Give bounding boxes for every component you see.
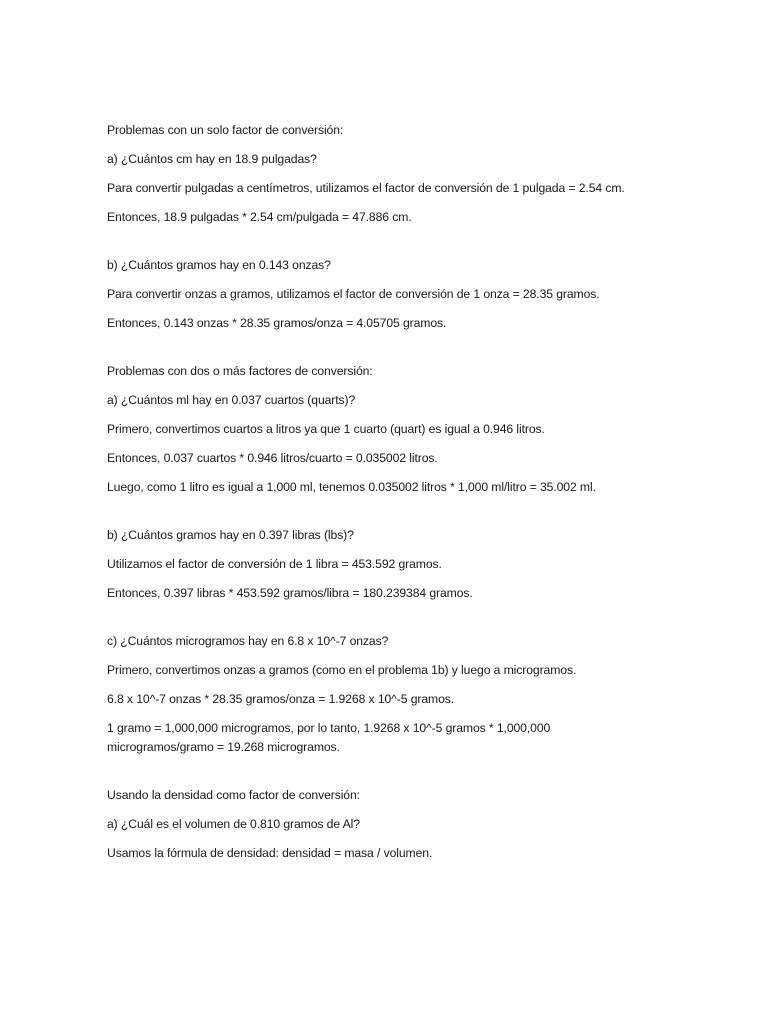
blank-line: [107, 507, 667, 526]
paragraph-line: Entonces, 0.037 cuartos * 0.946 litros/cuarto = 0.035002 litros.: [107, 451, 438, 465]
question-b-pounds: b) ¿Cuántos gramos hay en 0.397 libras (lbs)?: [107, 528, 354, 542]
paragraph-line: Primero, convertimos cuartos a litros ya que 1 cuarto (quart) es igual a 0.946 litros.: [107, 422, 545, 436]
paragraph-line: 1 gramo = 1,000,000 microgramos, por lo tanto, 1.9268 x 10^-5 gramos * 1,000,000 microgramos/gramo = 19.268 microgramos.: [107, 721, 551, 754]
paragraph-line: Utilizamos el factor de conversión de 1 libra = 453.592 gramos.: [107, 557, 442, 571]
question-c-micrograms: c) ¿Cuántos microgramos hay en 6.8 x 10^-7 onzas?: [107, 634, 389, 648]
section-heading-multiple-factors: Problemas con dos o más factores de conversión:: [107, 364, 373, 378]
paragraph-line: Primero, convertimos onzas a gramos (como en el problema 1b) y luego a microgramos.: [107, 663, 577, 677]
question-b-grams: b) ¿Cuántos gramos hay en 0.143 onzas?: [107, 258, 331, 272]
paragraph-line: Para convertir onzas a gramos, utilizamos el factor de conversión de 1 onza = 28.35 gramos.: [107, 287, 600, 301]
paragraph-line: Entonces, 0.143 onzas * 28.35 gramos/onza = 4.05705 gramos.: [107, 316, 447, 330]
blank-line: [107, 237, 667, 256]
section-heading-single-factor: Problemas con un solo factor de conversión:: [107, 123, 344, 137]
paragraph-line: Para convertir pulgadas a centímetros, utilizamos el factor de conversión de 1 pulgada = 2.54 cm.: [107, 181, 625, 195]
paragraph-line: Usamos la fórmula de densidad: densidad = masa / volumen.: [107, 846, 433, 860]
document-body: [107, 121, 667, 873]
section-heading-density: Usando la densidad como factor de conversión:: [107, 788, 360, 802]
paragraph-line: Luego, como 1 litro es igual a 1,000 ml, tenemos 0.035002 litros * 1,000 ml/litro = 35.002 ml.: [107, 480, 596, 494]
paragraph-line: 6.8 x 10^-7 onzas * 28.35 gramos/onza = 1.9268 x 10^-5 gramos.: [107, 692, 455, 706]
question-a-ml: a) ¿Cuántos ml hay en 0.037 cuartos (quarts)?: [107, 393, 356, 407]
paragraph-line: Entonces, 18.9 pulgadas * 2.54 cm/pulgada = 47.886 cm.: [107, 210, 412, 224]
paragraph-line: Entonces, 0.397 libras * 453.592 gramos/libra = 180.239384 gramos.: [107, 586, 473, 600]
blank-line: [107, 343, 667, 362]
question-a-cm: a) ¿Cuántos cm hay en 18.9 pulgadas?: [107, 152, 317, 166]
blank-line: [107, 767, 667, 786]
blank-line: [107, 613, 667, 632]
question-a-volume: a) ¿Cuál es el volumen de 0.810 gramos de Al?: [107, 817, 360, 831]
